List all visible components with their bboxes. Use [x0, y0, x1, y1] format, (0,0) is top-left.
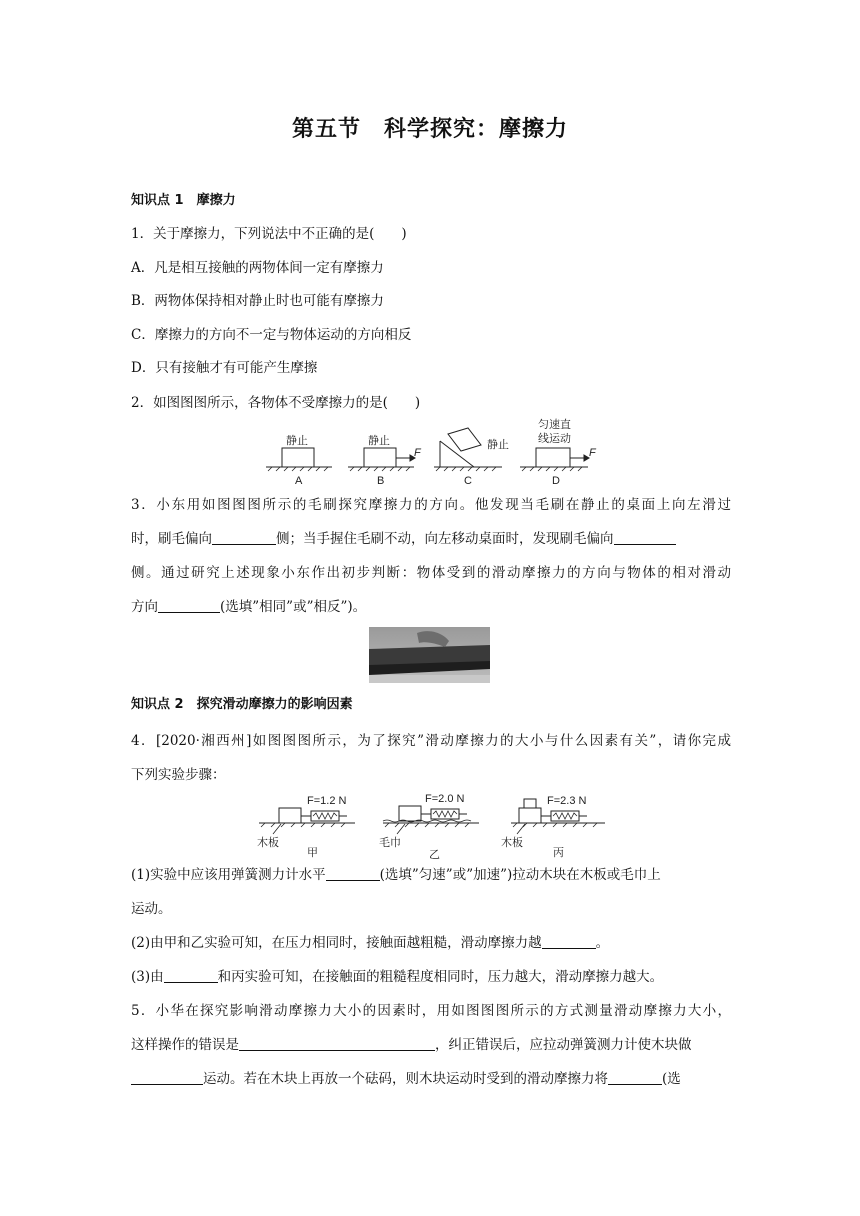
- figure-a-group: [266, 448, 332, 471]
- question-5-line-2: 这样操作的错误是 ，纠正错误后，应拉动弹簧测力计使木块做: [131, 1037, 692, 1053]
- force-label-yi: F=2.0 N: [425, 793, 465, 805]
- section-heading-2: 知识点 2 探究滑动摩擦力的影响因素: [131, 697, 353, 712]
- answer-blank[interactable]: [158, 598, 220, 613]
- figure-b-static: 静止: [368, 435, 390, 447]
- force-label-jia: F=1.2 N: [307, 795, 347, 807]
- question-4-line-2: 下列实验步骤：: [131, 767, 226, 783]
- block-bing: [519, 808, 541, 823]
- question-4-part-1: (1)实验中应该用弹簧测力计水平 (选填”匀速”或”加速”)拉动木块在木板或毛巾上: [131, 867, 661, 883]
- caption-yi: 乙: [429, 849, 440, 860]
- question-4-line-1: 4．[2020·湘西州]如图图图所示，为了探究”滑动摩擦力的大小与什么因素有关”，请你完成: [131, 733, 731, 749]
- figure-d-label-1: 匀速直: [538, 419, 571, 431]
- section-heading-1: 知识点 1 摩擦力: [131, 193, 236, 208]
- answer-blank[interactable]: [239, 1036, 435, 1051]
- block-a: [282, 448, 314, 467]
- question-4-part-2: (2)由甲和乙实验可知，在压力相同时，接触面越粗糙，滑动摩擦力越 。: [131, 935, 610, 951]
- question-3-line-1: 3．小东用如图图图所示的毛刷探究摩擦力的方向。他发现当毛刷在静止的桌面上向左滑过: [131, 497, 731, 513]
- block-c: [448, 428, 481, 451]
- question-4-part-1-cont: 运动。: [131, 901, 172, 917]
- answer-blank[interactable]: [542, 934, 596, 949]
- figure-c-static: 静止: [487, 439, 509, 451]
- figure-d-label-2: 线运动: [538, 433, 571, 445]
- surface-label-yi: 毛巾: [379, 837, 401, 849]
- question-1-option-b: B．两物体保持相对静止时也可能有摩擦力: [131, 293, 384, 309]
- caption-jia: 甲: [307, 847, 318, 859]
- answer-blank[interactable]: [608, 1070, 662, 1085]
- surface-label-bing: 木板: [501, 837, 523, 849]
- question-1-option-c: C．摩擦力的方向不一定与物体运动的方向相反: [131, 327, 412, 343]
- question-1-stem: 1．关于摩擦力，下列说法中不正确的是( ): [131, 226, 407, 242]
- question-5-line-1: 5．小华在探究影响滑动摩擦力大小的因素时，用如图图图所示的方式测量滑动摩擦力大小，: [131, 1003, 731, 1019]
- force-label-b: F: [414, 447, 421, 459]
- surface-label-jia: 木板: [257, 837, 279, 849]
- figure-caption-c: C: [464, 475, 472, 486]
- figure-caption-a: A: [295, 475, 303, 486]
- answer-blank[interactable]: [164, 968, 218, 983]
- page-title: 第五节 科学探究：摩擦力: [291, 117, 568, 142]
- caption-bing: 丙: [553, 847, 564, 859]
- question-2-stem: 2．如图图图所示，各物体不受摩擦力的是( ): [131, 395, 421, 411]
- brush-photo: [369, 627, 490, 683]
- question-4-part-3: (3)由 和丙实验可知，在接触面的粗糙程度相同时，压力越大，滑动摩擦力越大。: [131, 969, 664, 985]
- question-1-option-a: A．凡是相互接触的两物体间一定有摩擦力: [131, 260, 384, 276]
- question-3-line-3: 侧。通过研究上述现象小东作出初步判断：物体受到的滑动摩擦力的方向与物体的相对滑动: [131, 565, 731, 581]
- answer-blank[interactable]: [614, 530, 676, 545]
- question-2-figure: [262, 418, 602, 486]
- block-d: [536, 448, 570, 467]
- question-4-figure: [255, 790, 617, 860]
- block-jia: [279, 808, 301, 823]
- question-3-line-4: 方向 (选填”相同”或”相反”)。: [131, 599, 367, 615]
- block-yi: [399, 806, 421, 821]
- block-b: [364, 448, 396, 467]
- figure-caption-b: B: [377, 475, 385, 486]
- figure-caption-d: D: [552, 475, 560, 486]
- question-3-line-2: 时，刷毛偏向 侧；当手握住毛刷不动，向左移动桌面时，发现刷毛偏向: [131, 529, 676, 549]
- weight-bing: [524, 799, 536, 808]
- question-5-line-3: 运动。若在木块上再放一个砝码，则木块运动时受到的滑动摩擦力将 (选: [131, 1069, 681, 1089]
- question-1-option-d: D．只有接触才有可能产生摩擦: [131, 360, 318, 376]
- answer-blank[interactable]: [212, 530, 276, 545]
- answer-blank[interactable]: [131, 1070, 203, 1085]
- force-label-d: F: [589, 447, 596, 459]
- answer-blank[interactable]: [326, 866, 380, 881]
- force-label-bing: F=2.3 N: [547, 795, 587, 807]
- figure-a-static: 静止: [286, 435, 308, 447]
